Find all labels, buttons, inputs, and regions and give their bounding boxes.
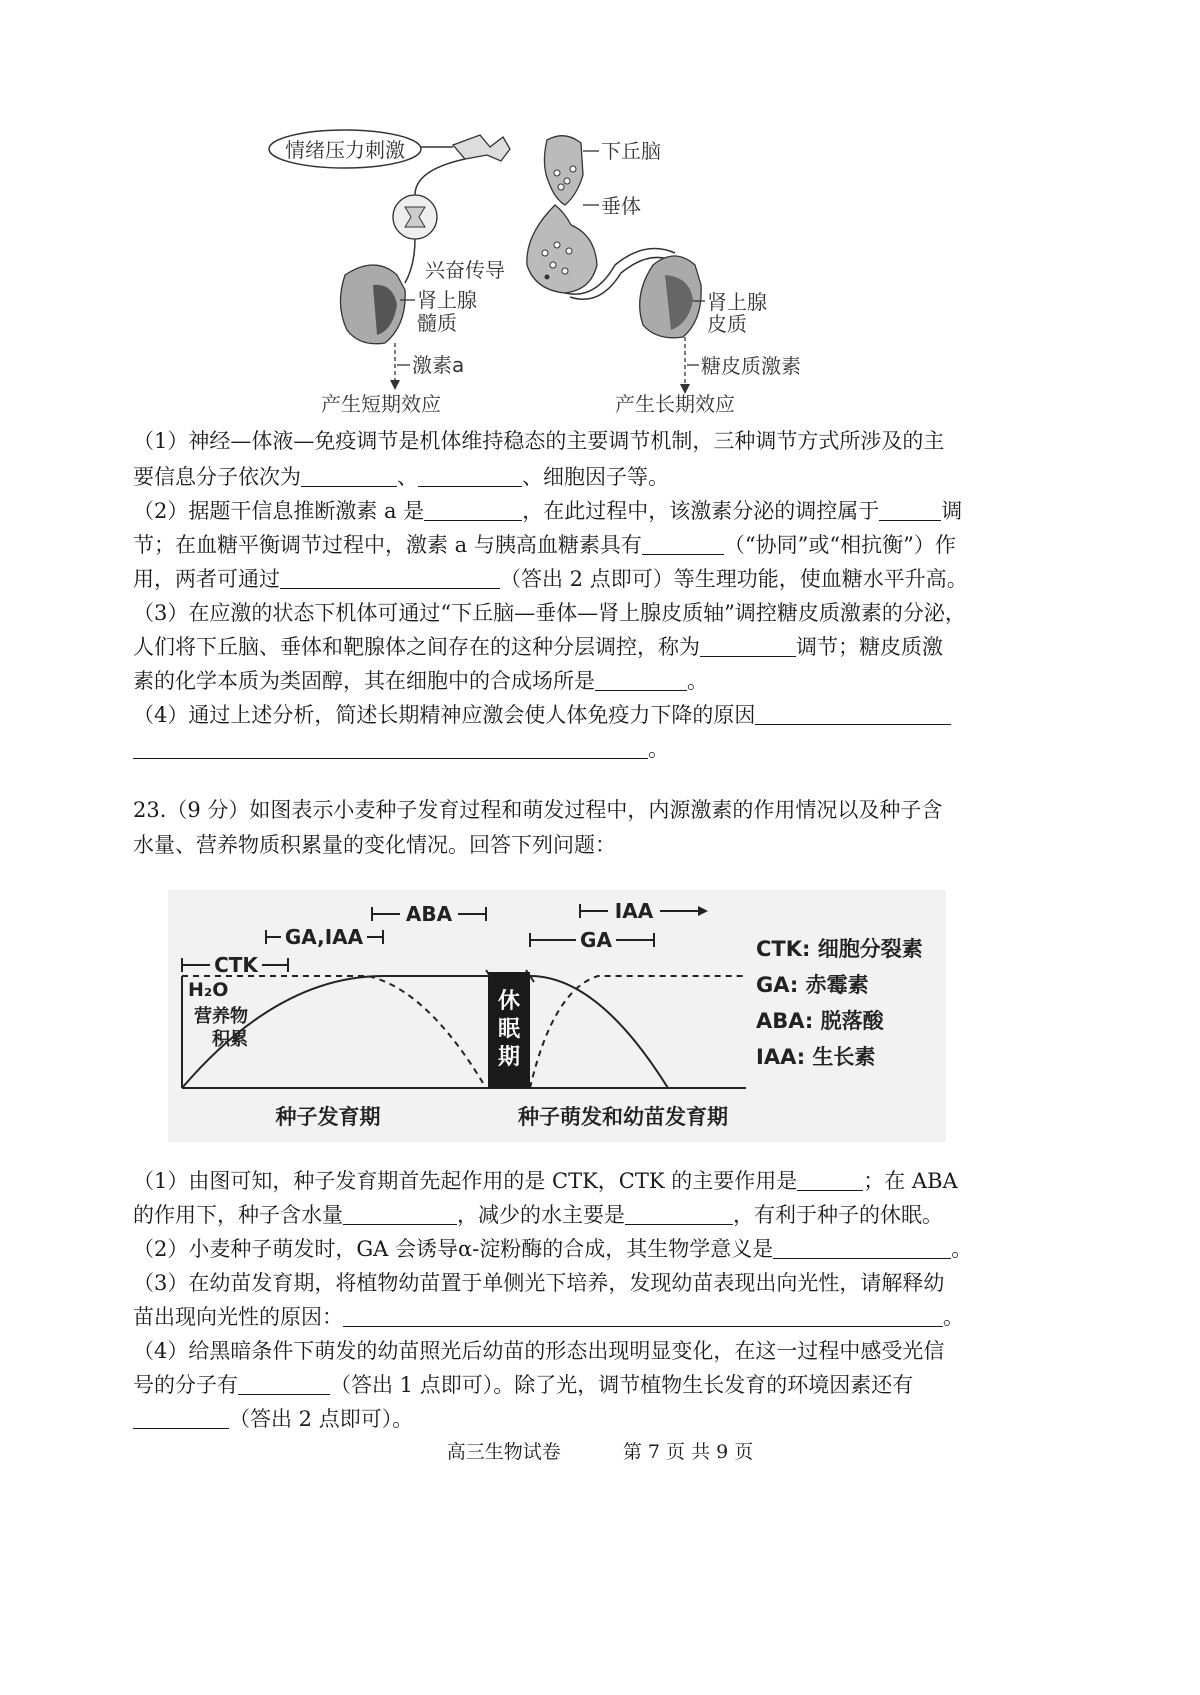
aba-label: ABA (405, 902, 453, 926)
oval-label: 情绪压力刺激 (285, 138, 405, 162)
dormancy-char-1: 休 (497, 989, 521, 1014)
q22-p4-line1: （4）通过上述分析，简述长期精神应激会使人体免疫力下降的原因 (133, 699, 951, 731)
pituitary-shape (527, 205, 597, 293)
q23-p4-line2: 号的分子有 （答出 1 点即可）。除了光，调节植物生长发育的环境因素还有 (133, 1373, 914, 1397)
q22-p3-line1: （3）在应激的状态下机体可通过“下丘脑—垂体—肾上腺皮质轴”调控糖皮质激素的分泌， (133, 601, 966, 625)
answer-blank[interactable] (755, 702, 951, 725)
answer-blank[interactable] (595, 668, 687, 691)
q23-p4-line3: （答出 2 点即可）。 (133, 1403, 413, 1435)
legend-aba: ABA: 脱落酸 (756, 1009, 884, 1033)
q23-intro-line2: 水量、营养物质积累量的变化情况。回答下列问题： (133, 833, 616, 857)
answer-blank[interactable] (301, 464, 397, 487)
h2o-label: H₂O (188, 979, 229, 1001)
answer-blank[interactable] (879, 498, 941, 521)
q23-intro-line1: 23.（9 分）如图表示小麦种子发育过程和萌发过程中，内源激素的作用情况以及种子含 (133, 798, 943, 822)
q22-p2-line3: 用，两者可通过 （答出 2 点即可）等生理功能，使血糖水平升高。 (133, 567, 968, 591)
ga-label: GA (580, 928, 612, 952)
q23-p2-line1: （2）小麦种子萌发时，GA 会诱导α-淀粉酶的合成，其生物学意义是 。 (133, 1237, 973, 1261)
answer-blank[interactable] (700, 634, 796, 657)
glucocorticoid-label: 糖皮质激素 (701, 354, 801, 378)
legend-ctk: CTK: 细胞分裂素 (756, 937, 923, 961)
q23-p1-line2: 的作用下，种子含水量 ，减少的水主要是 ，有利于种子的休眠。 (133, 1203, 943, 1227)
footer-subject: 高三生物试卷 (446, 1441, 561, 1463)
footer (0, 1437, 1200, 1464)
legend-iaa: IAA: 生长素 (756, 1045, 876, 1069)
answer-blank[interactable] (797, 1168, 863, 1191)
long-effect-label: 产生长期效应 (615, 392, 735, 416)
answer-blank[interactable] (280, 566, 500, 589)
nutrient-label-1: 营养物 (194, 1006, 248, 1027)
q22-p3-line3: 素的化学本质为类固醇，其在细胞中的合成场所是 。 (133, 669, 708, 693)
answer-blank[interactable] (343, 1304, 943, 1327)
answer-blank[interactable] (424, 498, 522, 521)
q22-p2-line1: （2）据题干信息推断激素 a 是 ，在此过程中，该激素分泌的调控属于 调 (133, 499, 963, 523)
q22-p4-line2: 。 (133, 733, 669, 765)
ctk-label: CTK (214, 953, 258, 977)
hypothalamus-label: 下丘脑 (601, 139, 661, 163)
medulla-label-2: 髓质 (417, 311, 457, 335)
medulla-label-1: 肾上腺 (417, 288, 477, 312)
hypothalamus-shape (544, 136, 583, 205)
answer-blank[interactable] (418, 464, 522, 487)
q23-p4-line1: （4）给黑暗条件下萌发的幼苗照光后幼苗的形态出现明显变化，在这一过程中感受光信 (133, 1339, 945, 1363)
footer-page: 第 7 页 共 9 页 (622, 1441, 754, 1463)
q23-p3-line1: （3）在幼苗发育期，将植物幼苗置于单侧光下培养，发现幼苗表现出向光性，请解释幼 (133, 1271, 945, 1295)
seed-hormone-figure (168, 890, 946, 1142)
answer-blank[interactable] (773, 1236, 951, 1259)
cortex-label-2: 皮质 (707, 312, 747, 336)
answer-blank[interactable] (343, 1202, 457, 1225)
nutrient-label-2: 积累 (212, 1029, 248, 1050)
phase-germination-label: 种子萌发和幼苗发育期 (518, 1105, 728, 1129)
iaa-label: IAA (614, 899, 654, 923)
phase-development-label: 种子发育期 (275, 1105, 381, 1129)
answer-blank[interactable] (625, 1202, 733, 1225)
answer-blank[interactable] (133, 736, 648, 759)
hormone-a-label: 激素a (412, 353, 465, 377)
dormancy-char-2: 眠 (497, 1017, 521, 1042)
q22-p3-line2: 人们将下丘脑、垂体和靶腺体之间存在的这种分层调控，称为 调节；糖皮质激 (133, 635, 943, 659)
cortex-shape (453, 135, 510, 161)
short-effect-label: 产生短期效应 (321, 392, 441, 416)
ga-iaa-label: GA,IAA (284, 925, 364, 949)
q22-p1-line2: 要信息分子依次为 、 、细胞因子等。 (133, 465, 669, 489)
dormancy-char-3: 期 (497, 1045, 521, 1070)
q22-p2-line2: 节；在血糖平衡调节过程中，激素 a 与胰高血糖素具有 （“协同”或“相抗衡”）作 (133, 533, 956, 557)
legend-ga: GA: 赤霉素 (756, 973, 869, 997)
q23-p3-line2: 苗出现向光性的原因： 。 (133, 1305, 964, 1329)
cortex-label-1: 肾上腺 (707, 290, 767, 314)
answer-blank[interactable] (238, 1372, 330, 1395)
answer-blank[interactable] (133, 1406, 229, 1429)
q23-p1-line1: （1）由图可知，种子发育期首先起作用的是 CTK，CTK 的主要作用是 ；在 ABA (133, 1169, 958, 1193)
stress-response-diagram (265, 125, 845, 425)
excitation-label: 兴奋传导 (425, 258, 505, 282)
pituitary-label: 垂体 (601, 194, 641, 218)
q22-p1-line1: （1）神经—体液—免疫调节是机体维持稳态的主要调节机制，三种调节方式所涉及的主 (133, 429, 945, 453)
answer-blank[interactable] (642, 532, 724, 555)
